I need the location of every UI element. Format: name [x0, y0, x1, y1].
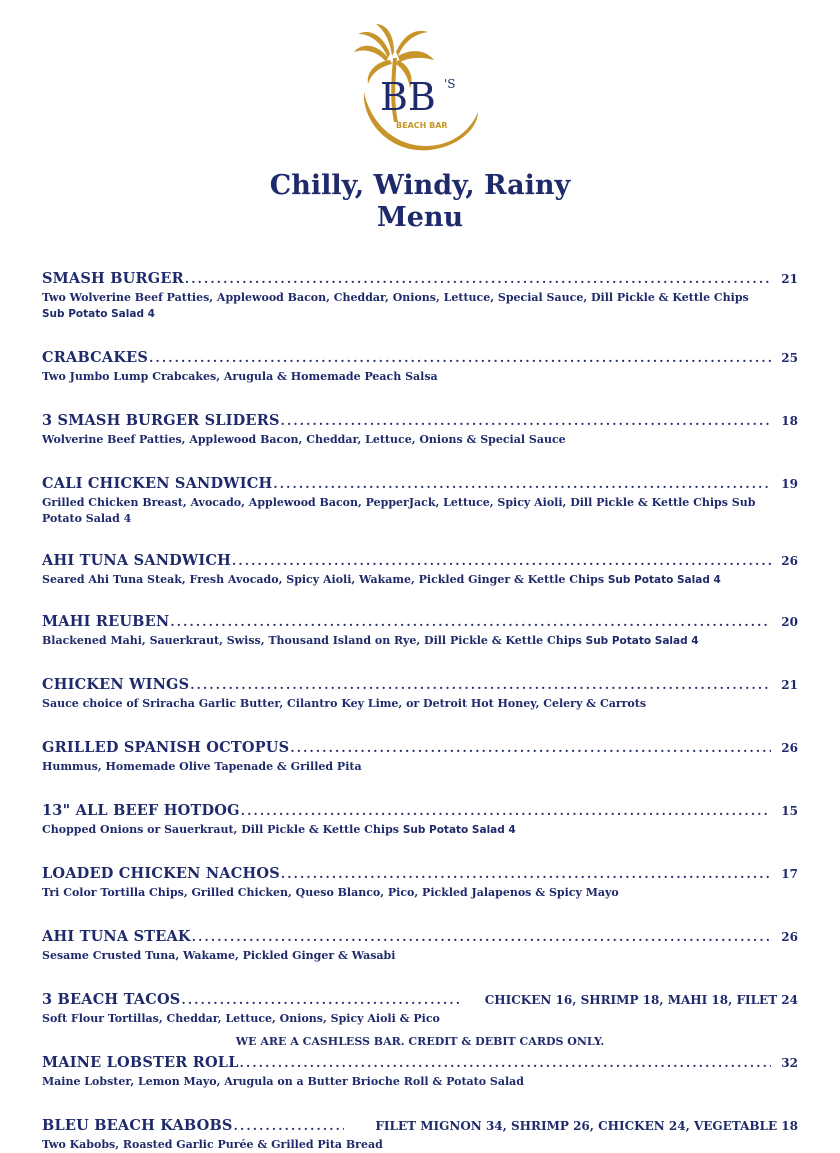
- menu-item-price: 26: [781, 741, 798, 755]
- menu-item-description: [42, 948, 798, 964]
- menu-item-description: [42, 369, 798, 385]
- menu-item-name: 3 BEACH TACOS: [42, 991, 181, 1008]
- menu-item: [42, 270, 798, 322]
- menu-item-name: AHI TUNA STEAK: [42, 928, 191, 945]
- menu-item-description-text: Sesame Crusted Tuna, Wakame, Pickled Ginger & Wasabi: [42, 949, 396, 962]
- menu-item-name: MAINE LOBSTER ROLL: [42, 1054, 239, 1071]
- dot-leader: [281, 865, 771, 883]
- dot-leader: [290, 739, 771, 757]
- menu-item-description: [42, 1137, 798, 1153]
- menu-item-price: 18: [781, 414, 798, 428]
- menu-item-price: 19: [781, 477, 798, 491]
- menu-item-row: [42, 802, 798, 820]
- menu-item-row: [42, 1117, 798, 1135]
- dot-leader: [149, 349, 771, 367]
- menu-item-price: CHICKEN 16, SHRIMP 18, MAHI 18, FILET 24: [484, 993, 798, 1007]
- menu-item-price: 26: [781, 554, 798, 568]
- menu-item: [42, 349, 798, 385]
- menu-item-price: 17: [781, 867, 798, 881]
- menu-item: [42, 613, 798, 649]
- menu-item-description: [42, 432, 798, 448]
- menu-item-name: BLEU BEACH KABOBS: [42, 1117, 233, 1134]
- menu-item-name: SMASH BURGER: [42, 270, 184, 287]
- menu-item-sub-option: Sub Potato Salad 4: [402, 824, 516, 836]
- menu-item-sub-option: Sub Potato Salad 4: [585, 635, 699, 647]
- dot-leader: [281, 412, 772, 430]
- menu-item-description-text: Tri Color Tortilla Chips, Grilled Chicken, Queso Blanco, Pico, Pickled Jalapenos & Spicy Mayo: [42, 886, 619, 899]
- menu-item-description-text: Blackened Mahi, Sauerkraut, Swiss, Thousand Island on Rye, Dill Pickle & Kettle Chips: [42, 634, 582, 647]
- menu-item: [42, 676, 798, 712]
- menu-item-price: FILET MIGNON 34, SHRIMP 26, CHICKEN 24, VEGETABLE 18: [375, 1119, 798, 1133]
- dot-leader: [241, 802, 772, 820]
- menu-item: [42, 552, 798, 588]
- menu-item: [42, 1054, 798, 1090]
- menu-item-description-text: Hummus, Homemade Olive Tapenade & Grilled Pita: [42, 760, 362, 773]
- menu-item-row: [42, 349, 798, 367]
- dot-leader: [192, 928, 772, 946]
- menu-item-description: [42, 696, 798, 712]
- menu-item-name: CRABCAKES: [42, 349, 149, 366]
- menu-item-row: [42, 739, 798, 757]
- menu-item-name: 3 SMASH BURGER SLIDERS: [42, 412, 280, 429]
- menu-item-row: [42, 270, 798, 288]
- menu-item: [42, 928, 798, 964]
- dot-leader: [185, 270, 771, 288]
- menu-item-row: [42, 475, 798, 493]
- menu-item-description: [42, 759, 798, 775]
- menu-item-price: 25: [781, 351, 798, 365]
- menu-item-description: [42, 633, 798, 649]
- menu-item-row: [42, 928, 798, 946]
- menu-list: [42, 270, 798, 1153]
- menu-item-price: 21: [781, 678, 798, 692]
- menu-item-row: [42, 613, 798, 631]
- menu-item-price: 15: [781, 804, 798, 818]
- menu-item-price: 21: [781, 272, 798, 286]
- menu-item-row: [42, 676, 798, 694]
- menu-item-name: AHI TUNA SANDWICH: [42, 552, 232, 569]
- menu-item: [42, 475, 798, 527]
- menu-item-description: [42, 885, 798, 901]
- menu-item-description: [42, 495, 798, 527]
- menu-item-description-text: Seared Ahi Tuna Steak, Fresh Avocado, Spicy Aioli, Wakame, Pickled Ginger & Kettle Chips: [42, 573, 605, 586]
- menu-item: [42, 802, 798, 838]
- menu-item-name: CALI CHICKEN SANDWICH: [42, 475, 273, 492]
- menu-item-sub-option: Sub Potato Salad 4: [607, 574, 721, 586]
- menu-item-description: [42, 1011, 798, 1027]
- logo-beach-bar-text: BEACH BAR: [396, 121, 448, 130]
- menu-item-description-text: Two Kabobs, Roasted Garlic Purée & Grilled Pita Bread: [42, 1138, 383, 1151]
- menu-item: [42, 739, 798, 775]
- menu-item-name: LOADED CHICKEN NACHOS: [42, 865, 280, 882]
- menu-item-price: 32: [781, 1056, 798, 1070]
- menu-item: [42, 412, 798, 448]
- menu-item-row: [42, 865, 798, 883]
- menu-item-description-text: Soft Flour Tortillas, Cheddar, Lettuce, Onions, Spicy Aioli & Pico: [42, 1012, 440, 1025]
- logo-sup-text: 'S: [444, 77, 456, 91]
- menu-item-description-text: Two Wolverine Beef Patties, Applewood Bacon, Cheddar, Onions, Lettuce, Special Sauce, Dill Pickle & Kettle Chips: [42, 291, 749, 304]
- menu-item-description-text: Wolverine Beef Patties, Applewood Bacon, Cheddar, Lettuce, Onions & Special Sauce: [42, 433, 566, 446]
- menu-item-description: [42, 1074, 798, 1090]
- menu-item-row: [42, 1054, 798, 1072]
- menu-title-line1: Chilly, Windy, Rainy: [269, 170, 571, 201]
- menu-item-row: [42, 412, 798, 430]
- menu-item: [42, 865, 798, 901]
- menu-title-line2: Menu: [376, 202, 464, 233]
- menu-item-description: [42, 822, 798, 838]
- dot-leader: [240, 1054, 772, 1072]
- bbs-beach-bar-logo: [350, 22, 490, 162]
- menu-item-description-text: Chopped Onions or Sauerkraut, Dill Pickle & Kettle Chips: [42, 823, 399, 836]
- dot-leader: [232, 552, 771, 570]
- dot-leader: [273, 475, 771, 493]
- menu-item-description-text: Two Jumbo Lump Crabcakes, Arugula & Homemade Peach Salsa: [42, 370, 438, 383]
- menu-item-name: 13" ALL BEEF HOTDOG: [42, 802, 240, 819]
- dot-leader: [181, 991, 461, 1009]
- menu-item-name: MAHI REUBEN: [42, 613, 170, 630]
- dot-leader: [234, 1117, 344, 1135]
- menu-item-price: 26: [781, 930, 798, 944]
- menu-item-row: [42, 552, 798, 570]
- dot-leader: [170, 613, 771, 631]
- menu-item-description-text: Grilled Chicken Breast, Avocado, Applewood Bacon, PepperJack, Lettuce, Spicy Aioli, Dill Pickle & Kettle Chips Sub Potato Salad 4: [42, 496, 756, 525]
- menu-item: [42, 991, 798, 1027]
- logo-bb-text: BB: [380, 75, 436, 119]
- menu-item-description: [42, 572, 798, 588]
- menu-item-description-text: Sauce choice of Sriracha Garlic Butter, Cilantro Key Lime, or Detroit Hot Honey, Celery & Carrots: [42, 697, 647, 710]
- menu-item-row: [42, 991, 798, 1009]
- menu-item: [42, 1117, 798, 1153]
- menu-item-description: [42, 290, 798, 322]
- payment-notice: WE ARE A CASHLESS BAR. CREDIT & DEBIT CARDS ONLY.: [235, 1035, 605, 1048]
- dot-leader: [190, 676, 771, 694]
- menu-item-description-text: Maine Lobster, Lemon Mayo, Arugula on a Butter Brioche Roll & Potato Salad: [42, 1075, 524, 1088]
- menu-item-name: CHICKEN WINGS: [42, 676, 190, 693]
- menu-item-sub-option: Sub Potato Salad 4: [42, 308, 155, 320]
- menu-item-name: GRILLED SPANISH OCTOPUS: [42, 739, 290, 756]
- menu-item-price: 20: [781, 615, 798, 629]
